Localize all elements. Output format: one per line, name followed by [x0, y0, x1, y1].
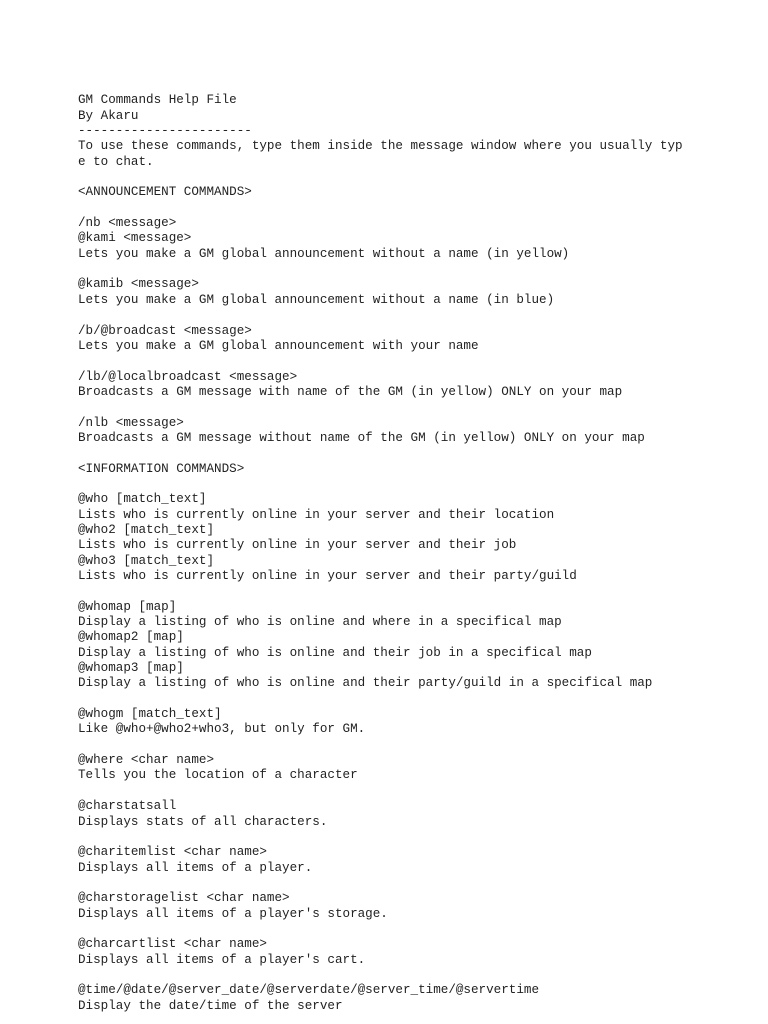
text-line: GM Commands Help File [78, 93, 237, 108]
text-line: To use these commands, type them inside the message window where you usually typ [78, 139, 683, 154]
text-line: @whomap2 [map] [78, 630, 184, 645]
text-line [78, 784, 758, 799]
text-line: Displays stats of all characters. [78, 814, 328, 829]
text-line [78, 446, 758, 461]
text-line: @where <char name> [78, 753, 215, 768]
text-line: @kami <message> [78, 231, 192, 246]
text-line: @whogm [match_text] [78, 707, 222, 722]
text-line: Lets you make a GM global announcement with your name [78, 338, 479, 353]
text-line: Displays all items of a player's cart. [78, 952, 366, 967]
text-line [78, 830, 758, 845]
text-line [78, 308, 758, 323]
text-line: @who [match_text] [78, 492, 207, 507]
text-line: @charitemlist <char name> [78, 845, 267, 860]
text-line: Broadcasts a GM message without name of the GM (in yellow) ONLY on your map [78, 430, 645, 445]
text-line: Lists who is currently online in your server and their party/guild [78, 569, 577, 583]
text-line: /lb/@localbroadcast <message> [78, 369, 298, 384]
text-line: @kamib <message> [78, 277, 199, 292]
text-line: /nb <message> [78, 216, 177, 231]
text-line: Display a listing of who is online and their job in a specifical map [78, 645, 592, 660]
text-line: Broadcasts a GM message with name of the GM (in yellow) ONLY on your map [78, 384, 623, 399]
text-line: @charcartlist <char name> [78, 937, 267, 952]
text-line [78, 922, 758, 937]
text-line [78, 692, 758, 707]
text-line: @who2 [match_text] [78, 522, 215, 537]
text-line: <INFORMATION COMMANDS> [78, 461, 245, 476]
text-line [78, 201, 758, 216]
text-line: @charstoragelist <char name> [78, 891, 290, 906]
text-line: By Akaru [78, 108, 139, 123]
text-line: Display a listing of who is online and where in a specifical map [78, 615, 562, 630]
text-line [78, 400, 758, 415]
text-line: Display a listing of who is online and their party/guild in a specifical map [78, 676, 653, 691]
text-line [78, 477, 758, 492]
text-line: /nlb <message> [78, 415, 184, 430]
text-line: @time/@date/@server_date/@serverdate/@server_time/@servertime [78, 983, 540, 998]
text-line: @whomap [map] [78, 599, 177, 614]
text-line [78, 262, 758, 277]
text-line: Lists who is currently online in your server and their job [78, 538, 517, 553]
text-line: Displays all items of a player. [78, 860, 313, 875]
text-line: e to chat. [78, 154, 154, 169]
text-line: Lets you make a GM global announcement without a name (in blue) [78, 292, 555, 307]
text-line: Tells you the location of a character [78, 768, 358, 783]
text-line: @who3 [match_text] [78, 553, 215, 568]
text-line [78, 876, 758, 891]
text-line: @charstatsall [78, 799, 177, 814]
text-line: Display the date/time of the server [78, 998, 343, 1013]
text-line: Lets you make a GM global announcement without a name (in yellow) [78, 246, 570, 261]
document-page [78, 78, 758, 1014]
text-line [78, 738, 758, 753]
text-line [78, 170, 758, 185]
text-line [78, 78, 758, 93]
text-line: ----------------------- [78, 124, 252, 139]
text-line: @whomap3 [map] [78, 661, 184, 676]
text-line [78, 354, 758, 369]
text-line [78, 584, 758, 599]
text-line: Lists who is currently online in your server and their location [78, 507, 555, 522]
text-line: Displays all items of a player's storage. [78, 906, 388, 921]
text-line: Like @who+@who2+who3, but only for GM. [78, 722, 366, 737]
text-line [78, 968, 758, 983]
text-line: <ANNOUNCEMENT COMMANDS> [78, 185, 252, 200]
text-line: /b/@broadcast <message> [78, 323, 252, 338]
